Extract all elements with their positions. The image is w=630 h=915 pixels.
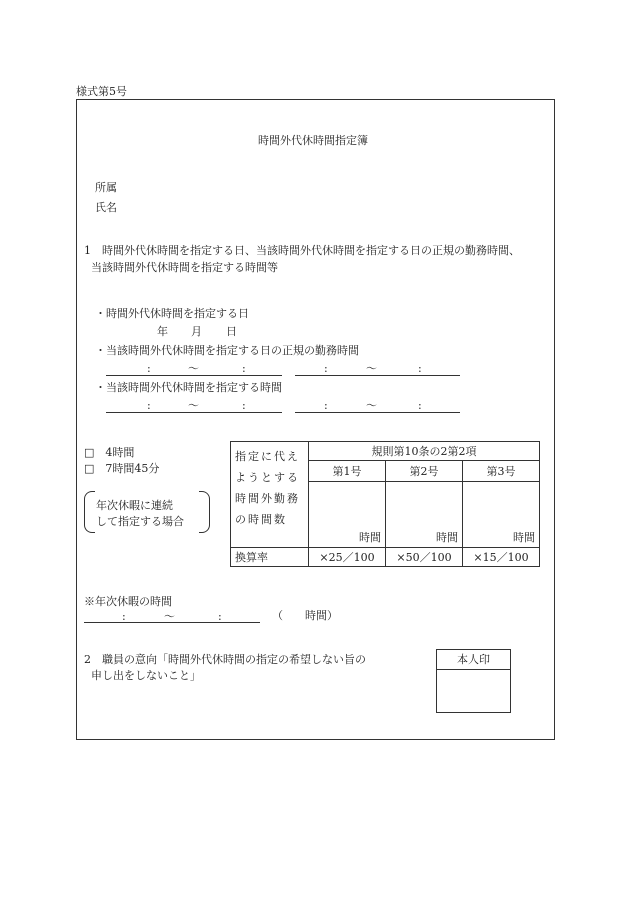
table-left-header	[231, 442, 309, 548]
section2-line2: 申し出をしないこと」	[91, 669, 201, 682]
time-colon: :	[147, 399, 151, 412]
affiliation-label: 所属	[95, 181, 117, 194]
left-header-line: ようとする	[235, 471, 300, 484]
bracket-left	[84, 491, 95, 533]
rate-2: ×50／100	[386, 548, 463, 567]
time-colon: :	[242, 362, 246, 375]
date-day: 日	[226, 325, 237, 338]
col-header-2: 第2号	[386, 461, 463, 482]
leave-note-line1: 年次休暇に連続	[96, 499, 173, 512]
col-header-3: 第3号	[463, 461, 540, 482]
time-wave: 〜	[366, 399, 377, 412]
time-colon: :	[122, 610, 126, 623]
time-field-line[interactable]	[106, 375, 282, 376]
bullet-designated-day: ・時間外代休時間を指定する日	[95, 307, 249, 320]
unit-label: 時間	[359, 531, 381, 544]
leave-note-line2: して指定する場合	[96, 515, 184, 528]
date-year: 年	[157, 325, 168, 338]
time-colon: :	[218, 610, 222, 623]
time-colon: :	[418, 399, 422, 412]
col-header-1: 第1号	[309, 461, 386, 482]
bullet-regular-hours: ・当該時間外代休時間を指定する日の正規の勤務時間	[95, 344, 359, 357]
left-header-line: 時間外勤務	[235, 492, 300, 505]
form-number: 様式第5号	[76, 85, 127, 98]
time-field-line[interactable]	[106, 412, 282, 413]
conversion-table	[230, 441, 540, 567]
left-header-line: の時間数	[235, 513, 287, 526]
time-wave: 〜	[188, 399, 199, 412]
annual-leave-field-line[interactable]	[84, 622, 260, 623]
annual-leave-label: ※年次休暇の時間	[84, 595, 172, 608]
unit-label: 時間	[436, 531, 458, 544]
section1-line1: 1 時間外代休時間を指定する日、当該時間外代休時間を指定する日の正規の勤務時間、	[84, 244, 520, 257]
hours-cell-1[interactable]	[309, 482, 386, 548]
bracket-right	[199, 491, 210, 533]
hours-cell-2[interactable]	[386, 482, 463, 548]
section2-line1: 2 職員の意向「時間外代休時間の指定の希望しない旨の	[84, 653, 366, 666]
time-wave: 〜	[366, 362, 377, 375]
option-4-hours[interactable]: □ 4時間	[84, 446, 135, 459]
date-month: 月	[191, 325, 202, 338]
seal-label: 本人印	[437, 650, 510, 670]
name-label: 氏名	[95, 201, 117, 214]
section1-line2: 当該時間外代休時間を指定する時間等	[91, 261, 278, 274]
time-field-line[interactable]	[295, 375, 460, 376]
seal-box	[436, 649, 511, 713]
time-wave: 〜	[188, 362, 199, 375]
rate-3: ×15／100	[463, 548, 540, 567]
form-frame	[76, 99, 555, 740]
annual-leave-hours: （ 時間）	[272, 609, 338, 622]
option-7h45m[interactable]: □ 7時間45分	[84, 462, 160, 475]
left-header-line: 指定に代え	[235, 450, 300, 463]
time-colon: :	[324, 399, 328, 412]
bullet-designated-time: ・当該時間外代休時間を指定する時間	[95, 381, 282, 394]
time-wave: 〜	[164, 610, 175, 623]
time-colon: :	[418, 362, 422, 375]
page-title: 時間外代休時間指定簿	[258, 134, 368, 147]
hours-cell-3[interactable]	[463, 482, 540, 548]
time-colon: :	[324, 362, 328, 375]
time-field-line[interactable]	[295, 412, 460, 413]
unit-label: 時間	[513, 531, 535, 544]
time-colon: :	[242, 399, 246, 412]
rate-label: 換算率	[231, 548, 309, 567]
rule-header: 規則第10条の2第2項	[309, 442, 540, 461]
time-colon: :	[147, 362, 151, 375]
rate-1: ×25／100	[309, 548, 386, 567]
